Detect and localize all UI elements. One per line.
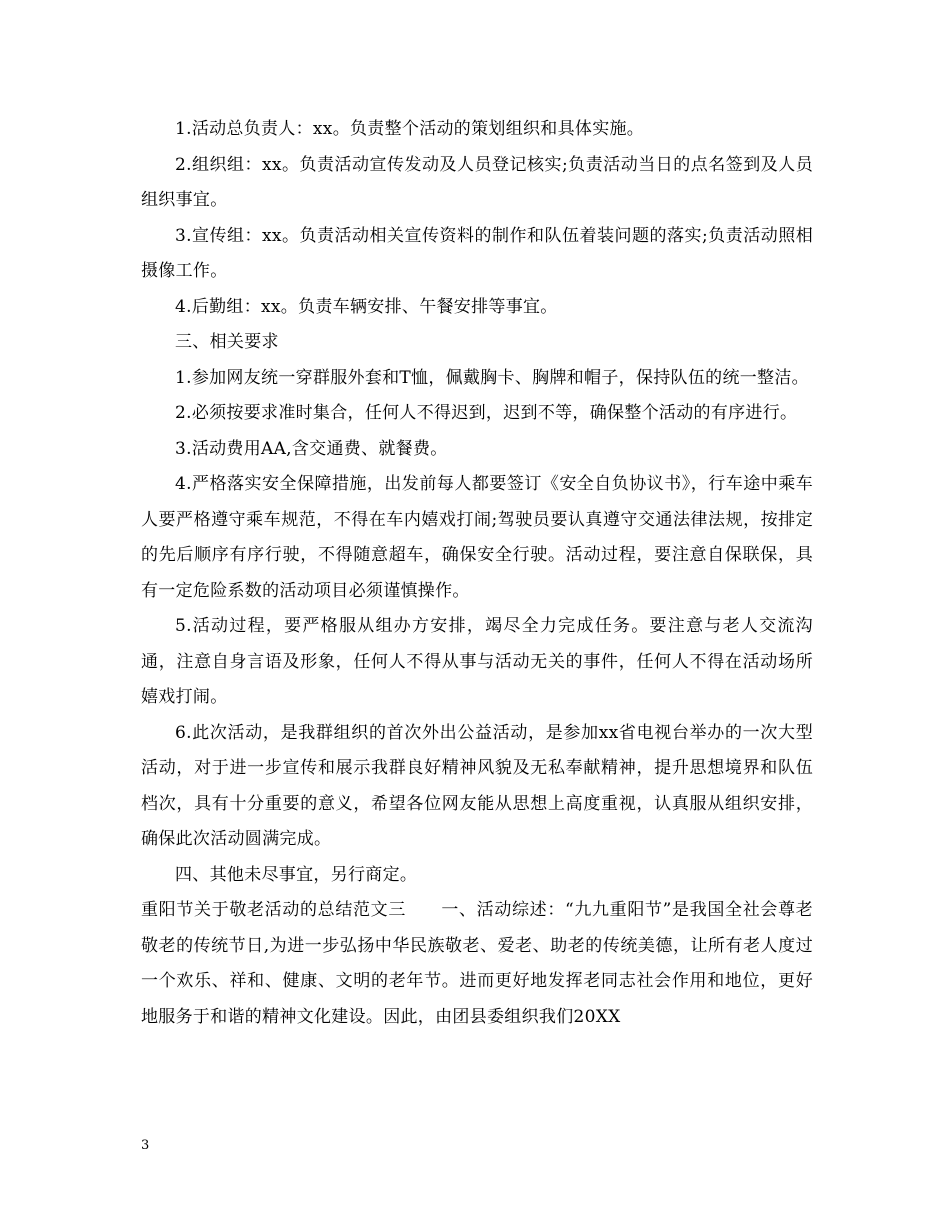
- paragraph-13: 重阳节关于敬老活动的总结范文三 一、活动综述：“九九重阳节”是我国全社会尊老敬老的传统节日,为进一步弘扬中华民族敬老、爱老、助老的传统美德，让所有老人度过一个欢乐、祥和、健康、文明的老年节。进而更好地发挥老同志社会作用和地位，更好地服务于和谐的精神文化建设。因此，由团县委组织我们20XX: [141, 900, 813, 1027]
- section-heading-requirements: 三、相关要求: [175, 332, 279, 352]
- paragraph-8: 3.活动费用AA,含交通费、就餐费。: [175, 438, 448, 459]
- document-body: [141, 112, 813, 1035]
- paragraph-1: 1.活动总负责人：xx。负责整个活动的策划组织和具体实施。: [175, 119, 645, 139]
- paragraph-10: 5.活动过程，要严格服从组办方安排，竭尽全力完成任务。要注意与老人交流沟通，注意自身言语及形象，任何人不得从事与活动无关的事件，任何人不得在活动场所嬉戏打闹。: [141, 616, 813, 707]
- paragraph-11: 6.此次活动，是我群组织的首次外出公益活动，是参加xx省电视台举办的一次大型活动，对于进一步宣传和展示我群良好精神风貌及无私奉献精神，提升思想境界和队伍档次，具有十分重要的意义，希望各位网友能从思想上高度重视，认真服从组织安排，确保此次活动圆满完成。: [141, 722, 813, 849]
- paragraph-2: 2.组织组：xx。负责活动宣传发动及人员登记核实;负责活动当日的点名签到及人员组织事宜。: [141, 154, 813, 210]
- paragraph-6: 1.参加网友统一穿群服外套和T恤，佩戴胸卡、胸牌和帽子，保持队伍的统一整洁。: [175, 367, 809, 388]
- paragraph-4: 4.后勤组：xx。负责车辆安排、午餐安排等事宜。: [175, 296, 558, 317]
- paragraph-9: 4.严格落实安全保障措施，出发前每人都要签订《安全自负协议书》，行车途中乘车人要严格遵守乘车规范，不得在车内嬉戏打闹;驾驶员要认真遵守交通法律法规，按排定的先后顺序有序行驶，不得随意超车，确保安全行驶。活动过程，要注意自保联保，具有一定危险系数的活动项目必须谨慎操作。: [141, 474, 813, 601]
- paragraph-7: 2.必须按要求准时集合，任何人不得迟到，迟到不等，确保整个活动的有序进行。: [175, 403, 798, 423]
- page-number: 3: [141, 1138, 150, 1153]
- section-heading-other: 四、其他未尽事宜，另行商定。: [175, 864, 418, 885]
- paragraph-3: 3.宣传组：xx。负责活动相关宣传资料的制作和队伍着装问题的落实;负责活动照相摄像工作。: [141, 225, 813, 281]
